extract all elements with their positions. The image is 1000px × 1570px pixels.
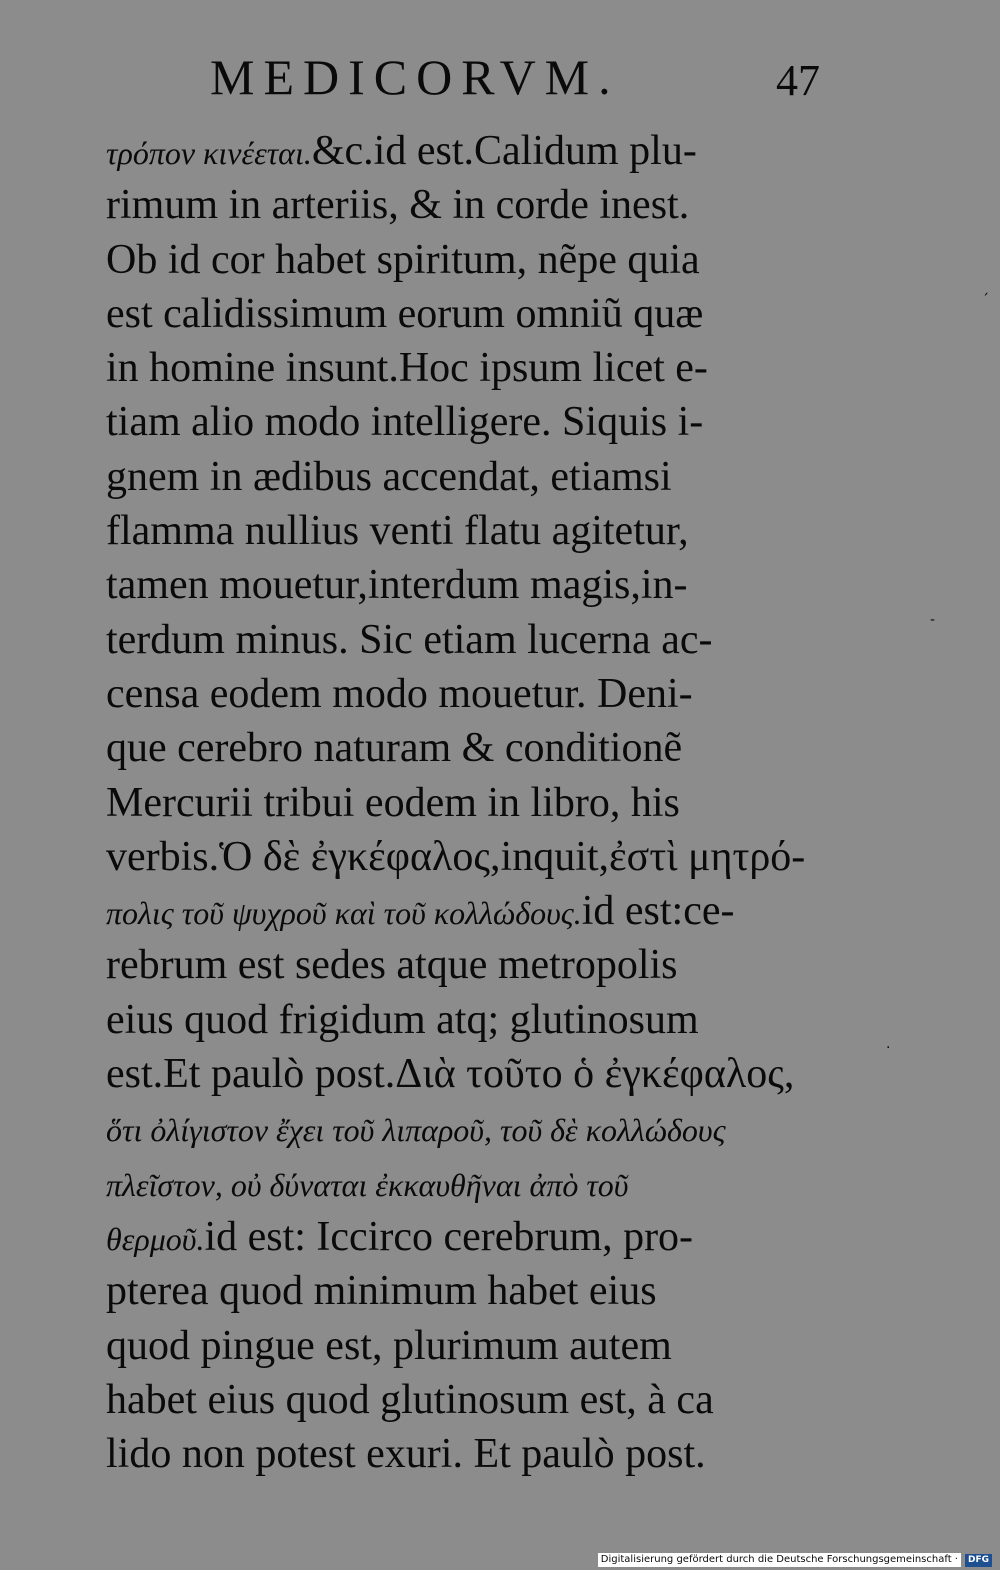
text-line — [106, 884, 834, 938]
text-line — [106, 1101, 834, 1155]
text-line — [106, 1156, 834, 1210]
greek-phrase: θερμοῦ. — [106, 1220, 205, 1257]
text-line — [106, 233, 834, 287]
latin-text: pterea quod minimum habet eius — [106, 1268, 657, 1315]
running-head: MEDICORVM. — [210, 49, 620, 105]
latin-text: habet eius quod glutinosum est, à ca — [106, 1376, 714, 1423]
text-line — [106, 341, 834, 395]
credit-text: Digitalisierung gefördert durch die Deutsche Forschungsgemeinschaft · — [598, 1553, 961, 1567]
latin-text: censa eodem modo mouetur. Deni- — [106, 670, 693, 717]
text-line — [106, 613, 834, 667]
greek-phrase: πολις τοῦ ψυχροῦ καὶ τοῦ κολλώδους. — [106, 895, 582, 932]
scan-speck: ˏ — [982, 280, 989, 296]
text-line — [106, 1210, 834, 1264]
latin-text: rebrum est sedes atque metropolis — [106, 942, 678, 989]
latin-text: tamen mouetur,interdum magis,in- — [106, 562, 688, 609]
text-line — [106, 124, 834, 178]
latin-text: verbis.Ὁ δὲ ἐγκέφαλος,inquit,ἐστὶ μητρό- — [106, 833, 806, 880]
text-line — [106, 993, 834, 1047]
latin-text: quod pingue est, plurimum autem — [106, 1322, 672, 1369]
latin-text: terdum minus. Sic etiam lucerna ac- — [106, 616, 713, 663]
latin-text: gnem in ædibus accendat, etiamsi — [106, 453, 672, 500]
latin-text: rimum in arteriis, & in corde inest. — [106, 182, 690, 229]
text-line — [106, 776, 834, 830]
latin-text: tiam alio modo intelligere. Siquis i- — [106, 399, 704, 446]
text-line — [106, 1427, 834, 1481]
text-line — [106, 721, 834, 775]
latin-text: flamma nullius venti flatu agitetur, — [106, 508, 689, 555]
text-line — [106, 1373, 834, 1427]
latin-text: Mercurii tribui eodem in libro, his — [106, 779, 680, 826]
text-line — [106, 287, 834, 341]
latin-text: eius quod frigidum atq; glutinosum — [106, 996, 699, 1043]
latin-text: &c.id est.Calidum plu- — [311, 128, 697, 174]
latin-text: in homine insunt.Hoc ipsum licet e- — [106, 345, 708, 392]
latin-text: id est:ce- — [581, 888, 735, 935]
text-line — [106, 1264, 834, 1318]
text-line — [106, 178, 834, 232]
text-line — [106, 1047, 834, 1101]
latin-text: est.Et paulò post.Διὰ τοῦτο ὁ ἐγκέφαλος, — [106, 1051, 795, 1098]
latin-text: id est: Iccirco cerebrum, pro- — [204, 1213, 694, 1260]
greek-phrase: πλεῖστον, οὐ δύναται ἐκκαυθῆναι ἀπὸ τοῦ — [106, 1166, 629, 1203]
page-number: 47 — [776, 56, 820, 105]
scan-speck: · — [886, 1040, 891, 1056]
latin-text: Ob id cor habet spiritum, nẽpe quia — [106, 236, 700, 283]
text-line — [106, 504, 834, 558]
greek-phrase: ὅτι ὀλίγιστον ἔχει τοῦ λιπαροῦ, τοῦ δὲ κολλώδους — [106, 1112, 726, 1149]
text-line — [106, 938, 834, 992]
latin-text: est calidissimum eorum omniũ quæ — [106, 290, 704, 337]
greek-phrase: τρόπον κινέεται. — [106, 135, 312, 171]
text-line — [106, 667, 834, 721]
latin-text: lido non potest exuri. Et paulò post. — [106, 1431, 706, 1478]
text-line — [106, 450, 834, 504]
text-line — [106, 558, 834, 612]
scan-speck: - — [930, 612, 936, 628]
digitization-credit — [598, 1553, 992, 1567]
dfg-logo: DFG — [965, 1554, 992, 1567]
latin-text: que cerebro naturam & conditionẽ — [106, 725, 683, 772]
text-line — [106, 1319, 834, 1373]
text-line — [106, 830, 834, 884]
text-line — [106, 395, 834, 449]
body-text — [106, 124, 834, 1481]
